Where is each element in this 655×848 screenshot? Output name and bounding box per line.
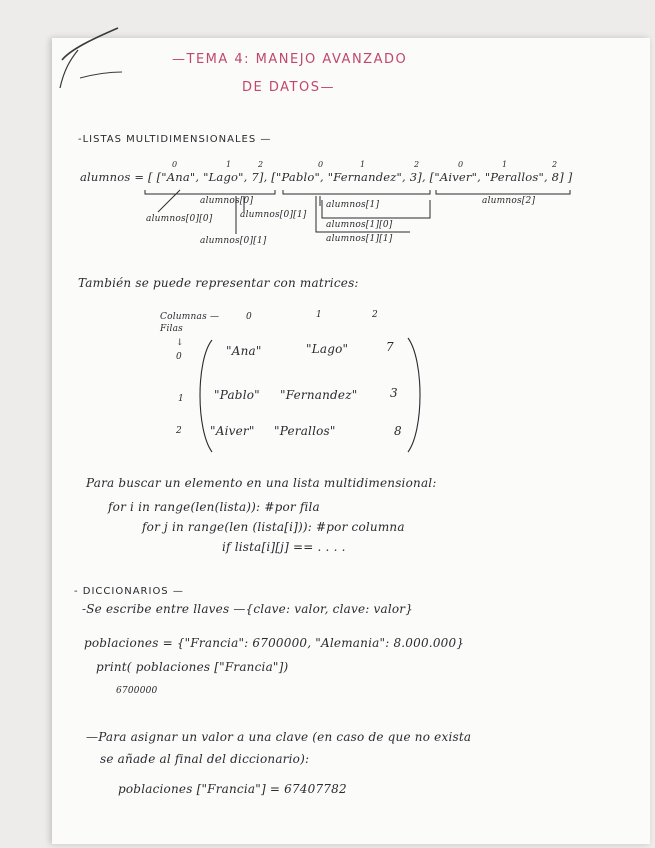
page-title: —TEMA 4: MANEJO AVANZADO xyxy=(172,52,408,67)
matrix-cell: "Ana" xyxy=(226,344,262,358)
row-header: 1 xyxy=(178,394,184,404)
annotation-alumnos-1-1: alumnos[1][1] xyxy=(326,234,393,244)
index-label: 1 xyxy=(502,160,508,169)
code-line: if lista[i][j] == . . . . xyxy=(222,540,346,554)
code-line: for i in range(len(lista)): #por fila xyxy=(108,500,320,514)
dict-print: print( poblaciones ["Francia"]) xyxy=(96,660,289,674)
dict-rule: -Se escribe entre llaves —{clave: valor, clave: valor} xyxy=(82,602,414,616)
dict-output: 6700000 xyxy=(116,686,158,696)
matrix-cell: "Pablo" xyxy=(214,388,260,402)
row-header-arrow: ↓ xyxy=(176,338,184,348)
annotation-alumnos-0-1-b: alumnos[0][1] xyxy=(200,236,267,246)
annotation-alumnos-0-0: alumnos[0][0] xyxy=(146,214,213,224)
column-header: 2 xyxy=(372,310,378,320)
section-heading-lists: -LISTAS MULTIDIMENSIONALES — xyxy=(78,134,272,145)
rows-label: Filas xyxy=(160,324,183,334)
index-label: 2 xyxy=(552,160,558,169)
index-label: 2 xyxy=(414,160,420,169)
assign-example: poblaciones ["Francia"] = 67407782 xyxy=(118,782,347,796)
annotation-alumnos-1-0: alumnos[1][0] xyxy=(326,220,393,230)
annotation-alumnos-2: alumnos[2] xyxy=(482,196,536,206)
row-header: 2 xyxy=(176,426,182,436)
columns-label: Columnas — xyxy=(160,312,220,322)
index-label: 0 xyxy=(458,160,464,169)
code-line: for j in range(len (lista[i])): #por columna xyxy=(142,520,405,534)
index-label: 0 xyxy=(318,160,324,169)
index-label: 1 xyxy=(360,160,366,169)
matrix-intro: También se puede representar con matrices: xyxy=(78,276,359,290)
annotation-alumnos-0: alumnos[0] xyxy=(200,196,254,206)
assign-intro: —Para asignar un valor a una clave (en caso de que no exista xyxy=(86,730,472,744)
column-header: 1 xyxy=(316,310,322,320)
index-label: 0 xyxy=(172,160,178,169)
dict-example: poblaciones = {"Francia": 6700000, "Alemania": 8.000.000} xyxy=(84,636,465,650)
index-label: 2 xyxy=(258,160,264,169)
notebook-page xyxy=(52,38,650,844)
row-header: 0 xyxy=(176,352,182,362)
matrix-cell: 7 xyxy=(386,340,394,354)
annotation-alumnos-0-1: alumnos[0][1] xyxy=(240,210,307,220)
matrix-cell: "Fernandez" xyxy=(280,388,358,402)
index-label: 1 xyxy=(226,160,232,169)
matrix-cell: "Aiver" xyxy=(210,424,255,438)
assign-intro-2: se añade al final del diccionario): xyxy=(100,752,310,766)
search-intro: Para buscar un elemento en una lista multidimensional: xyxy=(86,476,437,490)
column-header: 0 xyxy=(246,312,252,322)
page-title-line2: DE DATOS— xyxy=(242,80,335,95)
list-definition: alumnos = [ ["Ana", "Lago", 7], ["Pablo", "Fernandez", 3], ["Aiver", "Perallos", 8] ] xyxy=(80,170,573,184)
matrix-cell: 3 xyxy=(390,386,398,400)
section-heading-dicts: - DICCIONARIOS — xyxy=(74,586,184,597)
matrix-cell: "Lago" xyxy=(306,342,349,356)
matrix-cell: "Perallos" xyxy=(274,424,336,438)
matrix-cell: 8 xyxy=(394,424,402,438)
annotation-alumnos-1: alumnos[1] xyxy=(326,200,380,210)
